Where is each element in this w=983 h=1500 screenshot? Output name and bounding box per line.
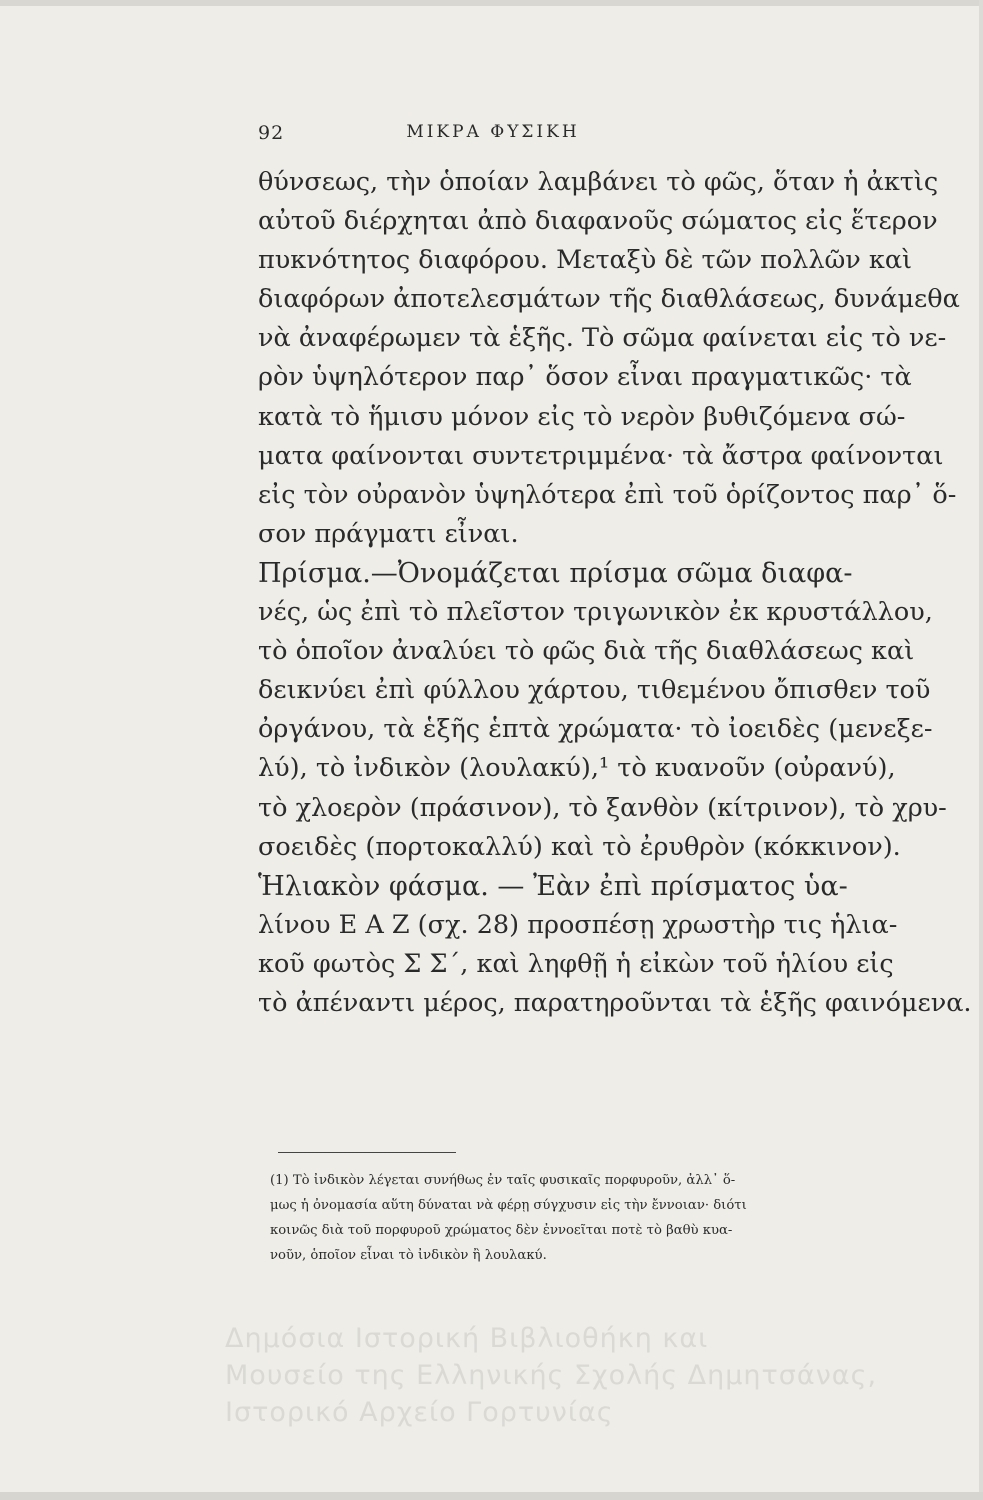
body-line: τὸ χλοερὸν (πράσινον), τὸ ξανθὸν (κίτρινον), τὸ χρυ- xyxy=(258,792,947,823)
body-line: πυκνότητος διαφόρου. Μεταξὺ δὲ τῶν πολλῶν καὶ xyxy=(258,245,913,276)
body-line: εἰς τὸν οὐρανὸν ὑψηλότερα ἐπὶ τοῦ ὁρίζοντος παρ᾽ ὅ- xyxy=(258,479,957,510)
body-line: αὐτοῦ διέρχηται ἀπὸ διαφανοῦς σώματος εἰς ἕτερον xyxy=(258,206,938,237)
body-line: κατὰ τὸ ἥμισυ μόνον εἰς τὸ νερὸν βυθιζόμενα σώ- xyxy=(258,401,906,432)
body-line: ματα φαίνονται συντετριμμένα· τὰ ἄστρα φαίνονται xyxy=(258,440,944,471)
body-line: τὸ ἀπέναντι μέρος, παρατηροῦνται τὰ ἑξῆς φαινόμενα. xyxy=(258,987,972,1018)
footnote xyxy=(270,1168,747,1268)
body-line: σοειδὲς (πορτοκαλλύ) καὶ τὸ ἐρυθρὸν (κόκκινον). xyxy=(258,831,901,862)
body-line: κοῦ φωτὸς Σ Σ΄, καὶ ληφθῇ ἡ εἰκὼν τοῦ ἡλίου εἰς xyxy=(258,948,894,979)
section-prism-line: Πρίσμα.—Ὀνομάζεται πρίσμα σῶμα διαφα- xyxy=(258,557,853,589)
footnote-line: (1) Τὸ ἰνδικὸν λέγεται συνήθως ἐν ταῖς φυσικαῖς πορφυροῦν, ἀλλ᾽ ὅ- xyxy=(270,1173,736,1188)
footnote-line: κοινῶς διὰ τοῦ πορφυροῦ χρώματος δὲν ἐννοεῖται ποτὲ τὸ βαθὺ κυα- xyxy=(270,1223,733,1238)
body-text xyxy=(258,163,972,1023)
body-line: λίνου Ε Α Ζ (σχ. 28) προσπέσῃ χρωστὴρ τις ἡλια- xyxy=(258,909,898,940)
body-line: λύ), τὸ ἰνδικὸν (λουλακύ),¹ τὸ κυανοῦν (οὐρανύ), xyxy=(258,753,896,784)
footnote-divider xyxy=(278,1152,456,1153)
library-watermark xyxy=(225,1320,965,1431)
running-title: ΜΙΚΡΑ ΦΥΣΙΚΗ xyxy=(406,122,580,142)
watermark-line: Μουσείο της Ελληνικής Σχολής Δημητσάνας, xyxy=(225,1360,878,1391)
footnote-line: νοῦν, ὁποῖον εἶναι τὸ ἰνδικὸν ἢ λουλακύ. xyxy=(270,1248,547,1263)
watermark-line: Δημόσια Ιστορική Βιβλιοθήκη και xyxy=(225,1323,709,1354)
page-edge-bottom xyxy=(0,1492,983,1500)
body-line: θύνσεως, τὴν ὁποίαν λαμβάνει τὸ φῶς, ὅταν ἡ ἀκτὶς xyxy=(258,167,939,197)
body-line: δεικνύει ἐπὶ φύλλου χάρτου, τιθεμένου ὄπισθεν τοῦ xyxy=(258,675,931,706)
body-line: ρὸν ὑψηλότερον παρ᾽ ὅσον εἶναι πραγματικῶς· τὰ xyxy=(258,362,912,393)
footnote-line: μως ἡ ὀνομασία αὕτη δύναται νὰ φέρῃ σύγχυσιν εἰς τὴν ἔννοιαν· διότι xyxy=(270,1198,747,1213)
page-number: 92 xyxy=(258,122,285,144)
page-header xyxy=(258,122,728,152)
page-edge-top xyxy=(0,0,983,6)
body-line: τὸ ὁποῖον ἀναλύει τὸ φῶς διὰ τῆς διαθλάσεως καὶ xyxy=(258,636,915,667)
body-line: ὀργάνου, τὰ ἑξῆς ἑπτὰ χρώματα· τὸ ἰοειδὲς (μενεξε- xyxy=(258,714,933,745)
watermark-line: Ιστορικό Αρχείο Γορτυνίας xyxy=(225,1397,614,1428)
body-line: νές, ὡς ἐπὶ τὸ πλεῖστον τριγωνικὸν ἐκ κρυστάλλου, xyxy=(258,597,933,628)
body-line: νὰ ἀναφέρωμεν τὰ ἑξῆς. Τὸ σῶμα φαίνεται εἰς τὸ νε- xyxy=(258,323,947,354)
body-line: διαφόρων ἀποτελεσμάτων τῆς διαθλάσεως, δυνάμεθα xyxy=(258,284,960,315)
section-solar-spectrum-line: Ἡλιακὸν φάσμα. — Ἐὰν ἐπὶ πρίσματος ὑα- xyxy=(258,870,848,902)
page-edge-right xyxy=(979,0,983,1500)
body-line: σον πράγματι εἶναι. xyxy=(258,518,519,549)
